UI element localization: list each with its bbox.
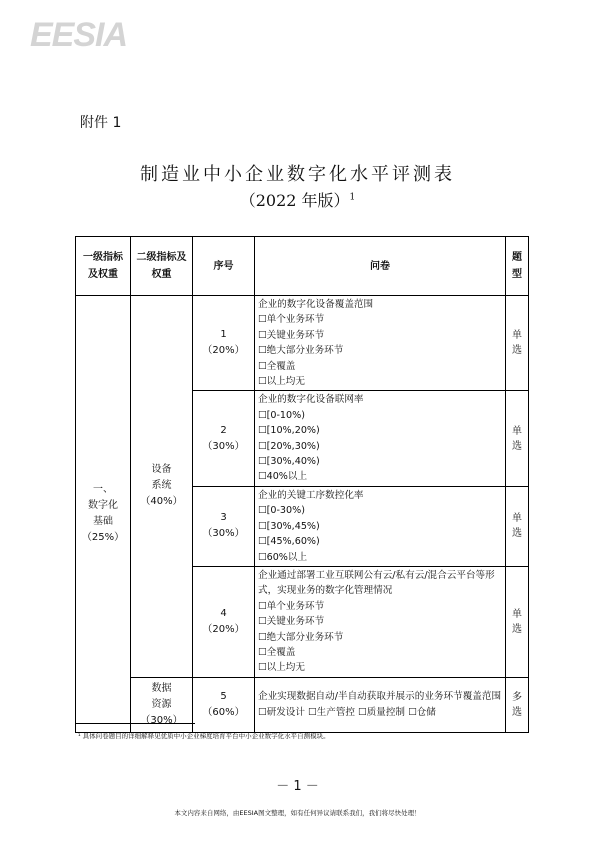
question-text: 企业的数字化设备覆盖范围 [258, 299, 374, 310]
level1-line: （25%） [81, 531, 125, 543]
question-cell [255, 677, 506, 732]
seq-number: 5 [220, 690, 227, 702]
level2-line: 系统 [151, 480, 172, 492]
option-checkbox[interactable]: ☐[0-10%) [258, 409, 305, 421]
question-type: 单选 [506, 486, 529, 566]
header-question: 问卷 [255, 237, 506, 296]
seq-weight: （20%） [202, 345, 245, 357]
seq-number: 1 [220, 329, 227, 341]
option-checkbox[interactable]: ☐研发设计 ☐生产管控 ☐质量控制 ☐仓储 [258, 706, 436, 718]
question-type: 单选 [506, 566, 529, 677]
question-cell [255, 391, 506, 486]
eesia-logo: EESIA [30, 16, 128, 54]
seq-weight: （30%） [202, 440, 245, 452]
question-text: 企业通过部署工业互联网公有云/私有云/混合云平台等形式，实现业务的数字化管理情况 [258, 569, 495, 597]
header-level2: 二级指标及权重 [131, 237, 193, 296]
level2-line: （40%） [140, 496, 183, 508]
header-type: 题型 [506, 237, 529, 296]
option-checkbox[interactable]: ☐单个业务环节 [258, 600, 325, 612]
table-row [76, 677, 529, 732]
question-type: 单选 [506, 296, 529, 391]
level1-line: 一、 [93, 483, 113, 495]
option-checkbox[interactable]: ☐[45%,60%) [258, 536, 320, 548]
option-checkbox[interactable]: ☐关键业务环节 [258, 329, 325, 341]
option-checkbox[interactable]: ☐[20%,30%) [258, 440, 320, 452]
footnote-marker: 1 [349, 192, 356, 203]
level2-indicator-equipment [131, 296, 193, 678]
option-checkbox[interactable]: ☐[30%,45%) [258, 520, 320, 532]
header-level1: 一级指标及权重 [76, 237, 131, 296]
table-row [76, 296, 529, 391]
option-checkbox[interactable]: ☐全覆盖 [258, 360, 296, 372]
copyright-notice: 本文内容来自网络，由EESIA图文整理，如有任何异议请联系我们，我们将尽快处理！ [174, 809, 421, 817]
option-checkbox[interactable]: ☐60%以上 [258, 551, 308, 563]
question-cell [255, 296, 506, 391]
level1-indicator [76, 296, 131, 733]
question-text: 企业实现数据自动/半自动获取并展示的业务环节覆盖范围 [258, 691, 502, 703]
question-text: 企业的关键工序数控化率 [258, 489, 364, 501]
document-subtitle [0, 188, 595, 211]
seq-cell [193, 677, 255, 732]
level1-line: 数字化 [88, 499, 118, 511]
seq-cell [193, 486, 255, 566]
option-checkbox[interactable]: ☐[30%,40%) [258, 456, 320, 468]
seq-weight: （30%） [202, 528, 245, 540]
question-cell [255, 486, 506, 566]
table-header-row [76, 237, 529, 296]
seq-weight: （20%） [202, 623, 245, 635]
seq-number: 2 [220, 424, 227, 436]
question-cell [255, 566, 506, 677]
subtitle-text: （2022 年版） [239, 191, 350, 210]
option-checkbox[interactable]: ☐40%以上 [258, 471, 308, 483]
level2-line: 设备 [151, 464, 172, 476]
level2-indicator-data [131, 677, 193, 732]
option-checkbox[interactable]: ☐全覆盖 [258, 646, 296, 658]
option-checkbox[interactable]: ☐以上均无 [258, 662, 305, 674]
footnote: ¹ 具体问卷题目的详细解释见优质中小企业梯度培育平台中小企业数字化水平自测模块。 [78, 732, 330, 740]
option-checkbox[interactable]: ☐[0-30%) [258, 505, 305, 517]
evaluation-table [75, 236, 529, 733]
question-type: 单选 [506, 391, 529, 486]
seq-number: 3 [220, 512, 227, 524]
page-number: － 1 － [276, 779, 319, 794]
option-checkbox[interactable]: ☐绝大部分业务环节 [258, 345, 344, 357]
level2-line: 数据 [151, 682, 172, 694]
option-checkbox[interactable]: ☐绝大部分业务环节 [258, 631, 344, 643]
seq-cell [193, 566, 255, 677]
level1-line: 基础 [93, 515, 113, 527]
option-checkbox[interactable]: ☐关键业务环节 [258, 616, 325, 628]
question-type: 多选 [506, 677, 529, 732]
question-text: 企业的数字化设备联网率 [258, 394, 364, 406]
header-seq: 序号 [193, 237, 255, 296]
seq-weight: （60%） [202, 706, 245, 718]
option-checkbox[interactable]: ☐单个业务环节 [258, 314, 325, 326]
option-checkbox[interactable]: ☐[10%,20%) [258, 425, 320, 437]
footnote-divider [75, 723, 195, 724]
seq-number: 4 [220, 607, 227, 619]
level2-line: 资源 [151, 698, 172, 710]
seq-cell [193, 296, 255, 391]
level2-line: （30%） [140, 714, 183, 726]
document-title: 制造业中小企业数字化水平评测表 [140, 164, 455, 185]
attachment-label: 附件 1 [80, 115, 122, 131]
seq-cell [193, 391, 255, 486]
option-checkbox[interactable]: ☐以上均无 [258, 376, 305, 388]
